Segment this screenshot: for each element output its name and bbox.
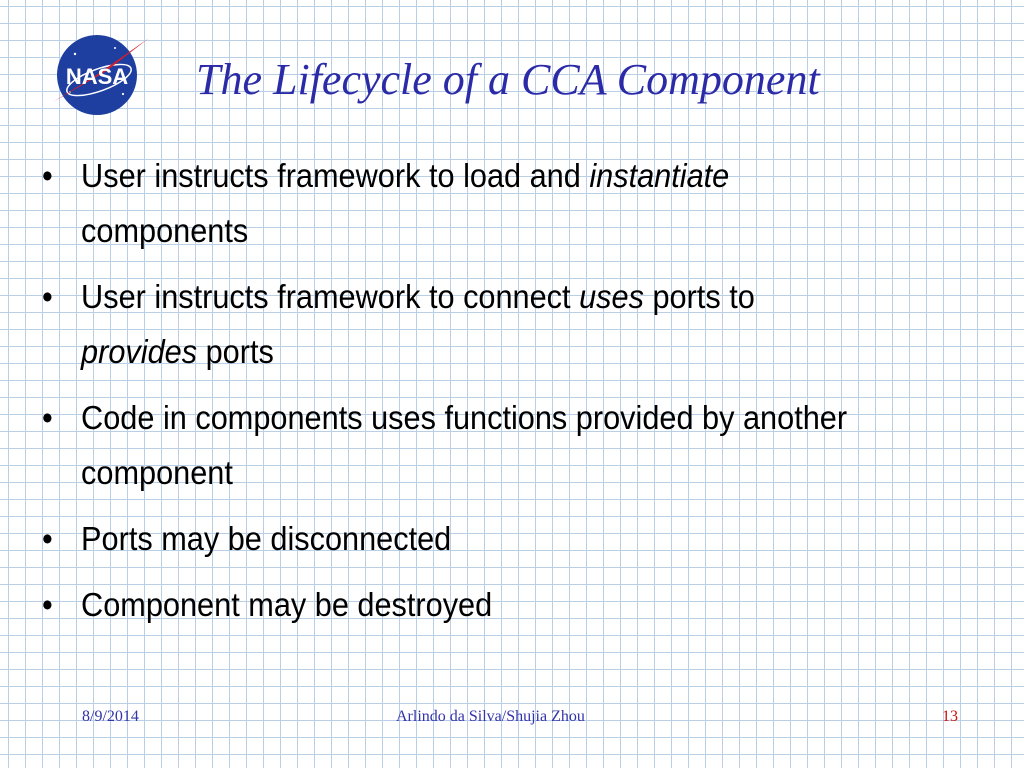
bullet-item: • User instructs framework to connect uses ports to provides ports [42, 269, 860, 379]
bullet-item: • Ports may be disconnected [42, 511, 860, 566]
page-number: 13 [942, 708, 958, 725]
slide-title: The Lifecycle of a CCA Component [196, 55, 820, 104]
bullet-item: • User instructs framework to load and instantiate components [42, 148, 860, 258]
bullet-icon: • [42, 278, 53, 315]
nasa-meatball-icon [45, 32, 155, 117]
bullet-icon: • [42, 586, 53, 623]
bullet-item: • Component may be destroyed [42, 577, 860, 632]
nasa-logo [45, 32, 155, 117]
footer-date: 8/9/2014 [82, 708, 139, 725]
bullet-list [42, 148, 922, 643]
footer-author: Arlindo da Silva/Shujia Zhou [396, 708, 585, 725]
bullet-icon: • [42, 157, 53, 194]
nasa-logo-text: NASA [65, 64, 129, 89]
bullet-icon: • [42, 520, 53, 557]
bullet-icon: • [42, 399, 53, 436]
bullet-item: • Code in components uses functions provided by another component [42, 390, 860, 500]
